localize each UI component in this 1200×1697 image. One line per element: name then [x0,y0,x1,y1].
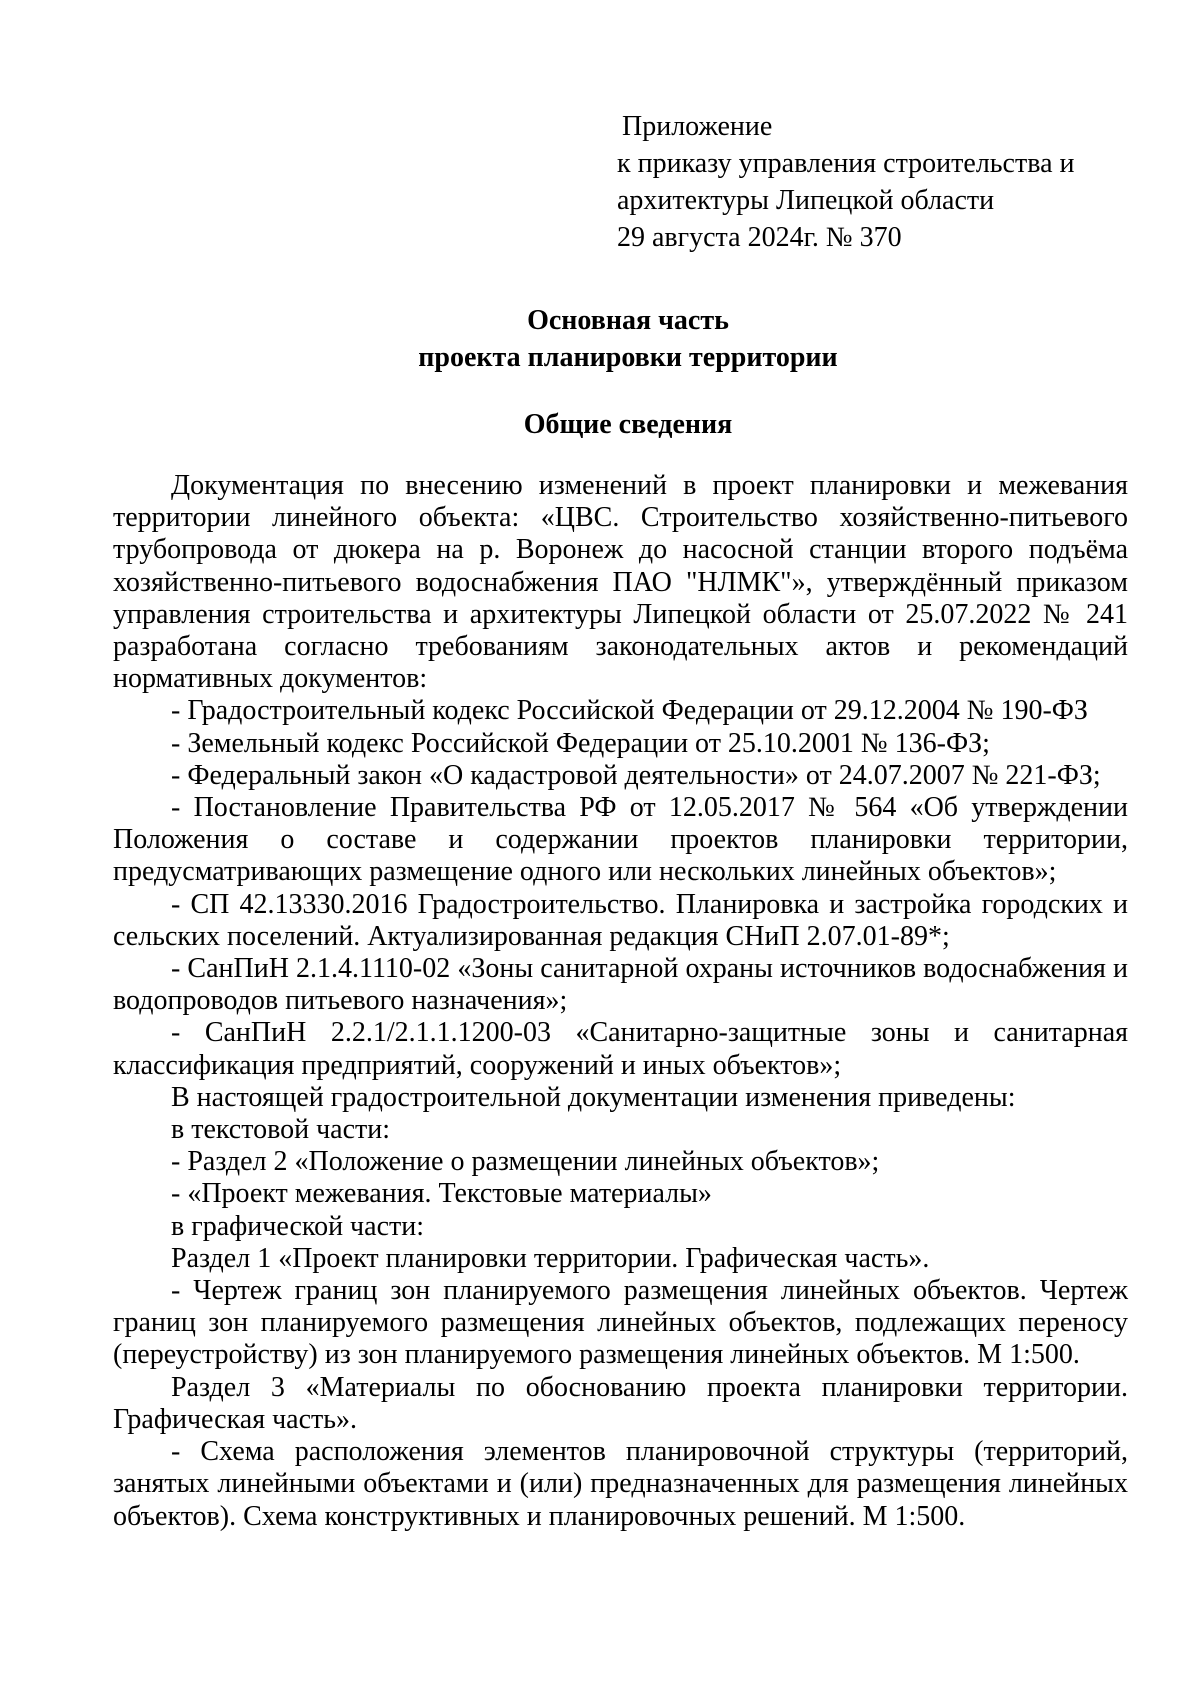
list-item-sp-42: - СП 42.13330.2016 Градостроительство. Планировка и застройка городских и сельских поселений. Актуализированная редакция СНиП 2.07.01-89*; [113,888,1128,952]
appendix-date-number: 29 августа 2024г. № 370 [617,222,902,253]
graphic-part-item-scheme: - Схема расположения элементов планировочной структуры (территорий, занятых линейными объектами и (или) предназначенных для размещения линейных объектов). Схема конструктивных и планировочных решений. М 1:500. [113,1436,1128,1532]
document-body [113,470,1128,1533]
graphic-part-item-drawing: - Чертеж границ зон планируемого размещения линейных объектов. Чертеж границ зон планируемого размещения линейных объектов, подлежащих переносу (переустройству) из зон планируемого размещения линейных объектов. М 1:500. [113,1275,1128,1371]
appendix-block [617,108,1075,256]
appendix-authority-line: архитектуры Липецкой области [617,185,995,216]
document-title [0,302,1200,376]
list-item-cadastral-law: - Федеральный закон «О кадастровой деятельности» от 24.07.2007 № 221-ФЗ; [171,759,1101,791]
graphic-part-section-1: Раздел 1 «Проект планировки территории. Графическая часть». [171,1242,930,1274]
appendix-order-line: к приказу управления строительства и [617,148,1075,179]
graphic-part-label: в графической части: [171,1210,424,1242]
list-item-land-code: - Земельный кодекс Российской Федерации от 25.10.2001 № 136-ФЗ; [171,727,990,759]
list-item-sanpin-zones: - СанПиН 2.2.1/2.1.1.1200-03 «Санитарно-защитные зоны и санитарная классификация предприятий, сооружений и иных объектов»; [113,1017,1128,1081]
text-part-item-survey: - «Проект межевания. Текстовые материалы» [171,1178,712,1210]
intro-paragraph: Документация по внесению изменений в проект планировки и межевания территории линейного объекта: «ЦВС. Строительство хозяйственно-питьевого трубопровода от дюкера на р. Воронеж до насосной станции второго подъёма хозяйственно-питьевого водоснабжения ПАО "НЛМК"», утверждённый приказом управления строительства и архитектуры Липецкой области от 25.07.2022 № 241 разработана согласно требованиям законодательных актов и рекомендаций нормативных документов: [113,470,1128,695]
appendix-label: Приложение [622,111,773,142]
text-part-label: в текстовой части: [171,1114,391,1146]
graphic-part-section-3: Раздел 3 «Материалы по обоснованию проекта планировки территории. Графическая часть». [113,1371,1128,1435]
changes-intro: В настоящей градостроительной документации изменения приведены: [171,1081,1016,1113]
section-heading: Общие сведения [523,409,733,440]
list-item-government-decree: - Постановление Правительства РФ от 12.05.2017 № 564 «Об утверждении Положения о составе и содержании проектов планировки территории, предусматривающих размещение одного или нескольких линейных объектов»; [113,792,1128,888]
title-line-1: Основная часть [527,305,729,336]
text-part-item-section-2: - Раздел 2 «Положение о размещении линейных объектов»; [171,1146,880,1178]
title-line-2: проекта планировки территории [418,342,838,373]
list-item-sanpin-water: - СанПиН 2.1.4.1110-02 «Зоны санитарной охраны источников водоснабжения и водопроводов питьевого назначения»; [113,953,1128,1017]
list-item-urban-code: - Градостроительный кодекс Российской Федерации от 29.12.2004 № 190-ФЗ [171,695,1088,727]
